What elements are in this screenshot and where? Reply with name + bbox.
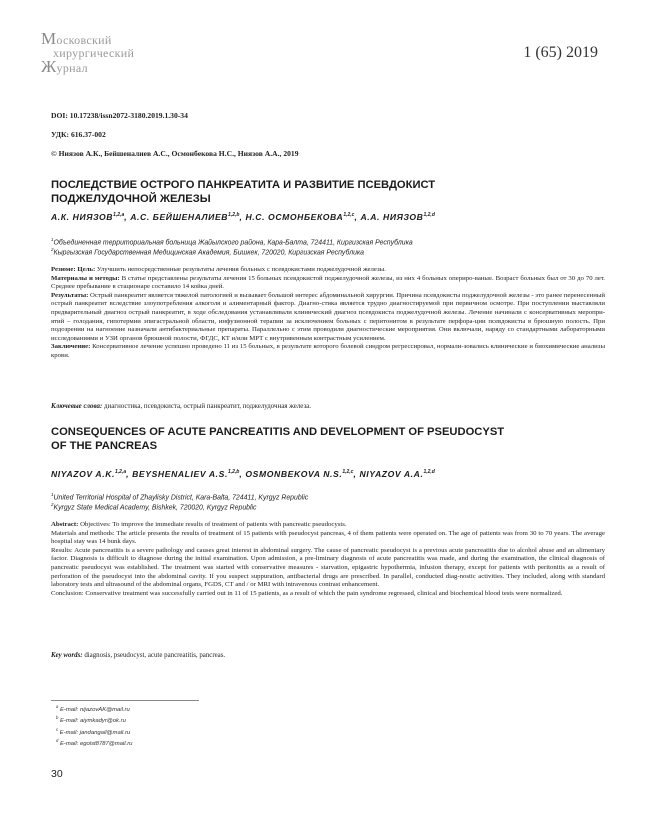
en-author-3: OSMONBEKOVA N.S. — [245, 469, 343, 479]
footnote-email-d — [56, 737, 132, 748]
footnote-d-text: E-mail: egoist8787@mail.ru — [59, 741, 133, 748]
udk: УДК: 616.37-002 — [51, 130, 106, 139]
ru-author-1-sup: 1,2,a — [113, 212, 125, 219]
ru-abstract-aim-text: Улучшить непосредственные результаты лечения больных с псевдокистами поджелудочной железы. — [95, 266, 386, 273]
ru-title — [51, 178, 611, 206]
ru-affiliation-2-text: Кыргызская Государственная Медицинская Академия, Бишкек, 720020, Киргизская Республика — [53, 249, 365, 257]
en-affiliation-1-sup: 1 — [51, 492, 54, 497]
ru-abstract-results — [51, 292, 605, 344]
ru-affiliation-2-sup: 2 — [51, 247, 54, 252]
ru-author-2: А.С. БЕЙШЕНАЛИЕВ — [130, 212, 229, 222]
footnote-b-text: E-mail: aiymkadyr@ok.ru — [59, 718, 126, 725]
en-abstract-conclusion: Conclusion: Conservative treatment was successfully carried out in 11 of 15 patients, as a result of which the pain syndrome regressed, clinical and biochemical blood tests were normalized. — [51, 589, 563, 597]
ru-abstract — [51, 266, 605, 361]
ru-authors: А.К. НИЯЗОВ$^{1,2,a}$, А.С. БЕЙШЕНАЛИЕВ$^{1,2,b}$, Н.С. ОСМОНБЕКОВА$^{1,2,c}$, А.А. НИЯЗОВ$^{1,2,d}$ — [51, 212, 435, 222]
ru-abstract-aim — [51, 266, 605, 275]
logo-line-2-text: хирургический — [53, 46, 135, 60]
ru-abstract-conclusion — [51, 343, 605, 360]
en-keywords — [51, 652, 225, 659]
ru-affiliation-1-sup: 1 — [51, 237, 54, 242]
en-abstract-methods: Materials and methods: The article presents the results of treatment of 15 patients with pseudocyst pancreas, 4 of them patients were operated on. The age of patients was from 30 to 70 years. The average hospital stay was 14 bunk days. — [51, 529, 605, 546]
en-author-4: NIYAZOV A.A. — [359, 469, 424, 479]
footnote-a-sup: a — [56, 704, 59, 709]
footnote-d-sup: d — [56, 738, 59, 744]
en-abstract-label: Abstract: — [51, 521, 79, 528]
ru-author-2-sup: 1,2,b — [228, 212, 240, 219]
ru-abstract-conclusion-label: Заключение: — [51, 343, 91, 351]
logo-line-3-text: урнал — [56, 61, 88, 75]
en-author-1: NIYAZOV A.K. — [51, 469, 116, 479]
ru-keywords-text: диагностика, псевдокиста, острый панкреатит, поджелудочная железа. — [102, 403, 311, 410]
journal-logo — [41, 29, 181, 82]
en-keywords-text: diagnosis, pseudocyst, acute pancreatitis, pancreas. — [82, 652, 226, 659]
ru-abstract-aim-label: Резюме: Цель: — [51, 266, 96, 273]
ru-abstract-results-label: Результаты: — [51, 291, 89, 299]
footnote-c-sup: c — [56, 726, 59, 732]
en-title — [51, 425, 611, 453]
doi: DOI: 10.17238/issn2072-3180.2019.1.30-34 — [51, 111, 188, 120]
ru-abstract-methods — [51, 275, 605, 292]
logo-line-1: Московский — [41, 29, 112, 48]
ru-author-4: А.А. НИЯЗОВ — [360, 212, 424, 222]
ru-author-3-sup: 1,2,c — [343, 212, 355, 219]
ru-abstract-results-text: Острый панкреатит является тяжелой патологией и вызывает большой интерес абдоминальной хирургии. Причина псевдокисты поджелудочной железы - это ранее перенесенный острый панкреатит вследствие злоупотребления алкоголя и алиментарный фактор. Диагно-стика является трудно диагностируемой при первичном осмотре. При поступлении выставляли предварительный диагноз острый панкреатит, в ходе обследования устанавливали клинический диагноз псевдокиста поджелудочной железы. Лечение начинали с консервативных меропри-ятий – голодания, гипотермии эпигастральной области, инфузионной терапии за исключением больных с перитонитом в результате перфора-ции псевдокисты в брюшную полость. При подозрении на нагноение назначали антибактериальные препараты. Параллельно с этим проводили диагностические мероприятия. Они включали, наряду со стандартными лабораторными исследованиями и УЗИ органов брюшной полости, ФГДС, КТ и/или МРТ с внутривенным контрастным усилением. — [51, 291, 605, 342]
ru-abstract-methods-text: В статье представлены результаты лечения 15 больных псевдокистой поджелудочной железы, из них 4 больных опериро-ваные. Возраст больных был от 30 до 70 лет. Среднее пребывание в стационаре составило 14 койка дней. — [51, 274, 605, 291]
en-author-2-sup: 1,2,b — [227, 469, 240, 476]
logo-line-1-tail: осковский — [56, 33, 112, 47]
copyright: © Ниязов А.К., Бейшеналиев А.С., Осмонбекова Н.С., Ниязов А.А., 2019 — [51, 149, 299, 158]
en-affiliation-2 — [51, 502, 257, 511]
en-keywords-label: Key words: — [51, 652, 83, 659]
en-author-3-sup: 1,2,c — [342, 469, 354, 476]
en-author-4-sup: 1,2,d — [423, 469, 435, 476]
footnote-b-sup: b — [56, 715, 59, 721]
en-abstract-objectives-text: Objectives: To improve the immediate results of treatment of patients with pancreatic pseudocysts. — [78, 521, 347, 528]
footnote-email-c — [56, 726, 132, 737]
ru-abstract-conclusion-text: Консервативное лечение успешно проведено 11 из 15 больных, в результате которого болевой синдром регрессировал, нормали-зовались клинические и биохимические анализы крови. — [51, 343, 605, 359]
footnote-c-text: E-mail: jandangail@mail.ru — [59, 729, 131, 736]
footnote-email-a — [56, 703, 132, 714]
en-affiliation-1 — [51, 492, 308, 501]
en-title-line-1: CONSEQUENCES OF ACUTE PANCREATITIS AND DEVELOPMENT OF PSEUDOCYST — [51, 426, 505, 438]
page-number: 30 — [51, 768, 63, 780]
en-abstract-results: Results: Acute pancreatitis is a severe pathology and causes great interest in abdominal surgery. The cause of pancreatic pseudocyst is a previous acute pancreatitis due to alcohol abuse and an alimentary factor. Diagnosis is difficult to diagnose during the initial examination. Upon admission, a pre-liminary diagnosis of acute pancreatitis was made, and during the examination, the clinical diagnosis of pancreatic pseudocyst was established. The treatment was started with conservative measures - starvation, epigastric hypothermia, infusion therapy, except for patients with peritonitis as a result of perforation of the pseudocyst into the abdominal cavity. If you suspect suppuration, antibacterial drugs are prescribed. In parallel, conducted diag-nostic activities. They included, along with standard laboratory tests and ultrasound of the abdominal organs, FGDS, CT and / or MRI with intravenous contrast enhancement. — [51, 546, 605, 589]
ru-title-line-2: ПОДЖЕЛУДОЧНОЙ ЖЕЛЕЗЫ — [51, 193, 211, 205]
ru-affiliation-2 — [51, 247, 364, 256]
en-affiliation-1-text: United Territorial Hospital of Zhaylisky District, Kara-Balta, 724411, Kyrgyz Republic — [53, 494, 309, 502]
en-affiliation-2-sup: 2 — [51, 502, 54, 507]
footnote-email-b — [56, 714, 132, 725]
footnotes — [56, 703, 132, 749]
ru-keywords — [51, 403, 311, 410]
ru-affiliation-1 — [51, 237, 413, 246]
ru-author-3: Н.С. ОСМОНБЕКОВА — [245, 212, 344, 222]
issue-number: 1 (65) 2019 — [523, 44, 598, 61]
footnote-divider — [51, 700, 199, 701]
ru-author-4-sup: 1,2,d — [423, 212, 435, 219]
ru-keywords-label: Ключевые слова: — [51, 403, 103, 410]
ru-abstract-methods-label: Материалы и методы: — [51, 274, 120, 282]
ru-affiliation-1-text: Объединенная территориальная больница Жайылского района, Кара-Балта, 724411, Киргизская Республика — [53, 239, 413, 247]
ru-title-line-1: ПОСЛЕДСТВИЕ ОСТРОГО ПАНКРЕАТИТА И РАЗВИТИЕ ПСЕВДОКИСТ — [51, 179, 436, 191]
logo-line-3: Журнал — [41, 57, 88, 76]
en-author-1-sup: 1,2,a — [115, 469, 127, 476]
en-title-line-2: OF THE PANCREAS — [51, 440, 158, 452]
en-abstract-objectives — [51, 521, 605, 530]
ru-author-1: А.К. НИЯЗОВ — [51, 212, 114, 222]
en-authors: NIYAZOV A.K.$^{1,2,a}$, BEYSHENALIEV A.S.$^{1,2,b}$, OSMONBEKOVA N.S.$^{1,2,c}$, NIYAZOV A.A.$^{1,2,d}$ — [51, 469, 435, 479]
en-author-2: BEYSHENALIEV A.S. — [132, 469, 228, 479]
footnote-a-text: E-mail: nijazovAK@mail.ru — [59, 706, 130, 713]
en-abstract — [51, 521, 605, 598]
en-affiliation-2-text: Kyrgyz State Medical Academy, Bishkek, 720020, Kyrgyz Republic — [53, 504, 257, 512]
logo-line-2 — [41, 47, 181, 60]
